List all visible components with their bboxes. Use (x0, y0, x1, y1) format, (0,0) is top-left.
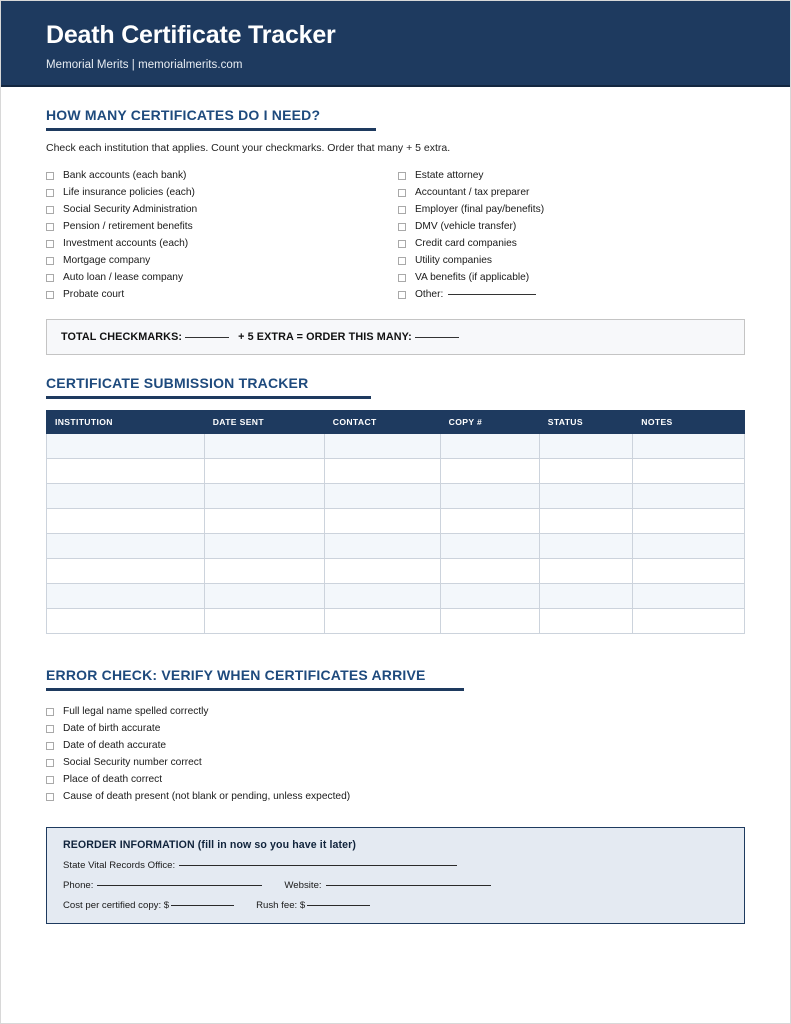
check-row[interactable] (398, 167, 745, 184)
reorder-field-phone-website (63, 880, 744, 891)
total-checkmarks-box (46, 319, 745, 355)
cell-copy-number[interactable] (440, 484, 539, 509)
reorder-website-input-line[interactable] (326, 885, 491, 886)
check-row[interactable] (398, 269, 745, 286)
check-label: Mortgage company (63, 255, 151, 266)
cell-copy-number[interactable] (440, 559, 539, 584)
check-row[interactable] (46, 167, 398, 184)
checkbox-icon[interactable] (46, 274, 54, 282)
cell-institution[interactable] (47, 559, 205, 584)
table-row[interactable] (47, 484, 745, 509)
cell-copy-number[interactable] (440, 609, 539, 634)
reorder-rush-input-line[interactable] (307, 905, 370, 906)
check-label: Auto loan / lease company (63, 272, 184, 283)
reorder-cost-label: Cost per certified copy: $ (63, 900, 170, 911)
reorder-cost-input-line[interactable] (171, 905, 234, 906)
check-label: Investment accounts (each) (63, 238, 189, 249)
check-label: Probate court (63, 289, 125, 300)
table-header-row (47, 411, 745, 434)
page-subtitle: Memorial Merits | memorialmerits.com (46, 58, 243, 71)
column-header-contact: CONTACT (324, 411, 440, 434)
check-row[interactable] (46, 235, 398, 252)
check-row[interactable] (398, 201, 745, 218)
cell-date-sent[interactable] (204, 534, 324, 559)
checklist-column-left (46, 167, 398, 303)
cell-status[interactable] (539, 559, 633, 584)
cell-date-sent[interactable] (204, 609, 324, 634)
reorder-information-box (46, 827, 745, 924)
checkbox-icon[interactable] (398, 274, 406, 282)
check-label: VA benefits (if applicable) (414, 272, 530, 283)
column-header-status: STATUS (539, 411, 633, 434)
cell-institution[interactable] (47, 584, 205, 609)
cell-institution[interactable] (47, 609, 205, 634)
heading-rule (46, 128, 376, 131)
check-label: Cause of death present (not blank or pending, unless expected) (63, 791, 351, 802)
check-row[interactable] (46, 252, 398, 269)
cell-status[interactable] (539, 609, 633, 634)
check-label: Place of death correct (63, 774, 163, 785)
checkbox-icon[interactable] (398, 257, 406, 265)
table-row[interactable] (47, 434, 745, 459)
heading-rule (46, 396, 371, 399)
check-label: Life insurance policies (each) (63, 187, 195, 198)
cell-contact[interactable] (324, 584, 440, 609)
check-row[interactable] (46, 737, 745, 754)
table-row[interactable] (47, 609, 745, 634)
check-label: Employer (final pay/benefits) (414, 204, 545, 215)
checkbox-icon[interactable] (46, 759, 54, 767)
reorder-field-cost-rush (63, 900, 744, 911)
check-label: Full legal name spelled correctly (63, 706, 209, 717)
cell-contact[interactable] (324, 534, 440, 559)
checkbox-icon[interactable] (46, 206, 54, 214)
cell-status[interactable] (539, 484, 633, 509)
cell-institution[interactable] (47, 459, 205, 484)
cell-status[interactable] (539, 534, 633, 559)
checkbox-icon[interactable] (46, 725, 54, 733)
reorder-website-label: Website: (284, 880, 322, 891)
cell-institution[interactable] (47, 434, 205, 459)
cell-contact[interactable] (324, 559, 440, 584)
cell-contact[interactable] (324, 434, 440, 459)
cell-copy-number[interactable] (440, 509, 539, 534)
cell-contact[interactable] (324, 609, 440, 634)
instruction-text: Check each institution that applies. Count your checkmarks. Order that many + 5 extra. (46, 142, 451, 154)
error-check-list (46, 703, 745, 805)
cell-contact[interactable] (324, 459, 440, 484)
check-label: Date of birth accurate (63, 723, 161, 734)
checkbox-icon[interactable] (398, 189, 406, 197)
check-label: Bank accounts (each bank) (63, 170, 187, 181)
column-header-copy-number: COPY # (440, 411, 539, 434)
check-row[interactable] (46, 269, 398, 286)
check-label: Utility companies (414, 255, 492, 266)
table-header (47, 411, 745, 434)
cell-notes[interactable] (633, 459, 745, 484)
cell-date-sent[interactable] (204, 509, 324, 534)
checkbox-icon[interactable] (46, 776, 54, 784)
checkbox-icon[interactable] (46, 172, 54, 180)
cell-notes[interactable] (633, 584, 745, 609)
column-header-notes: NOTES (633, 411, 745, 434)
cell-notes[interactable] (633, 534, 745, 559)
cell-copy-number[interactable] (440, 459, 539, 484)
heading-rule (46, 688, 464, 691)
check-row[interactable] (46, 286, 398, 303)
checkbox-icon[interactable] (46, 291, 54, 299)
table-row[interactable] (47, 584, 745, 609)
checkbox-icon[interactable] (46, 708, 54, 716)
checkbox-icon[interactable] (46, 240, 54, 248)
checkbox-icon[interactable] (398, 206, 406, 214)
other-write-in-line[interactable] (448, 294, 536, 295)
institution-checklist (46, 167, 745, 303)
check-label-other: Other: (414, 289, 444, 300)
checkbox-icon[interactable] (46, 793, 54, 801)
section-heading-tracker: CERTIFICATE SUBMISSION TRACKER (46, 375, 309, 391)
cell-date-sent[interactable] (204, 484, 324, 509)
cell-notes[interactable] (633, 509, 745, 534)
cell-status[interactable] (539, 459, 633, 484)
check-row[interactable] (398, 252, 745, 269)
total-label-1: TOTAL CHECKMARKS: (61, 331, 183, 343)
section-heading-how-many: HOW MANY CERTIFICATES DO I NEED? (46, 107, 321, 123)
cell-notes[interactable] (633, 609, 745, 634)
cell-date-sent[interactable] (204, 434, 324, 459)
check-label: DMV (vehicle transfer) (414, 221, 517, 232)
cell-status[interactable] (539, 434, 633, 459)
checklist-column-right (398, 167, 745, 303)
cell-date-sent[interactable] (204, 584, 324, 609)
cell-contact[interactable] (324, 484, 440, 509)
cell-institution[interactable] (47, 484, 205, 509)
cell-copy-number[interactable] (440, 584, 539, 609)
reorder-office-input-line[interactable] (179, 865, 457, 866)
check-row[interactable] (398, 184, 745, 201)
checkbox-icon[interactable] (398, 240, 406, 248)
checkbox-icon[interactable] (46, 257, 54, 265)
cell-notes[interactable] (633, 434, 745, 459)
cell-date-sent[interactable] (204, 559, 324, 584)
table-body (47, 434, 745, 634)
check-row[interactable] (46, 754, 745, 771)
check-row[interactable] (46, 720, 745, 737)
checkbox-icon[interactable] (46, 189, 54, 197)
check-label: Social Security Administration (63, 204, 198, 215)
check-row[interactable] (46, 788, 745, 805)
cell-status[interactable] (539, 509, 633, 534)
reorder-phone-label: Phone: (63, 880, 94, 891)
reorder-phone-input-line[interactable] (97, 885, 262, 886)
check-row[interactable] (46, 218, 398, 235)
total-label-2: + 5 EXTRA = ORDER THIS MANY: (238, 331, 412, 343)
table-row[interactable] (47, 459, 745, 484)
page-title: Death Certificate Tracker (46, 21, 336, 49)
check-row[interactable] (398, 218, 745, 235)
check-row[interactable] (46, 184, 398, 201)
check-label: Social Security number correct (63, 757, 202, 768)
cell-institution[interactable] (47, 509, 205, 534)
check-label: Credit card companies (414, 238, 517, 249)
document-content (1, 107, 790, 924)
reorder-office-label: State Vital Records Office: (63, 860, 176, 871)
check-label: Estate attorney (414, 170, 484, 181)
reorder-field-office (63, 860, 744, 871)
cell-contact[interactable] (324, 509, 440, 534)
check-label: Accountant / tax preparer (414, 187, 530, 198)
check-label: Date of death accurate (63, 740, 167, 751)
check-row[interactable] (46, 771, 745, 788)
table-row[interactable] (47, 559, 745, 584)
check-row[interactable] (46, 201, 398, 218)
page-header (1, 1, 790, 87)
cell-status[interactable] (539, 584, 633, 609)
cell-notes[interactable] (633, 559, 745, 584)
checkbox-icon[interactable] (398, 172, 406, 180)
checkbox-icon[interactable] (398, 291, 406, 299)
checkbox-icon[interactable] (46, 742, 54, 750)
total-value-1-line[interactable] (185, 337, 229, 338)
column-header-date-sent: DATE SENT (204, 411, 324, 434)
cell-notes[interactable] (633, 484, 745, 509)
checkbox-icon[interactable] (398, 223, 406, 231)
cell-date-sent[interactable] (204, 459, 324, 484)
checkbox-icon[interactable] (46, 223, 54, 231)
column-header-institution: INSTITUTION (47, 411, 205, 434)
total-value-2-line[interactable] (415, 337, 459, 338)
check-row[interactable] (46, 703, 745, 720)
check-label: Pension / retirement benefits (63, 221, 193, 232)
cell-copy-number[interactable] (440, 534, 539, 559)
section-heading-error-check: ERROR CHECK: VERIFY WHEN CERTIFICATES ARRIVE (46, 667, 426, 683)
cell-institution[interactable] (47, 534, 205, 559)
check-row-other[interactable] (398, 286, 745, 303)
reorder-rush-label: Rush fee: $ (256, 900, 306, 911)
table-row[interactable] (47, 534, 745, 559)
check-row[interactable] (398, 235, 745, 252)
certificate-submission-table (46, 410, 745, 634)
reorder-title: REORDER INFORMATION (fill in now so you have it later) (63, 839, 357, 851)
cell-copy-number[interactable] (440, 434, 539, 459)
table-row[interactable] (47, 509, 745, 534)
